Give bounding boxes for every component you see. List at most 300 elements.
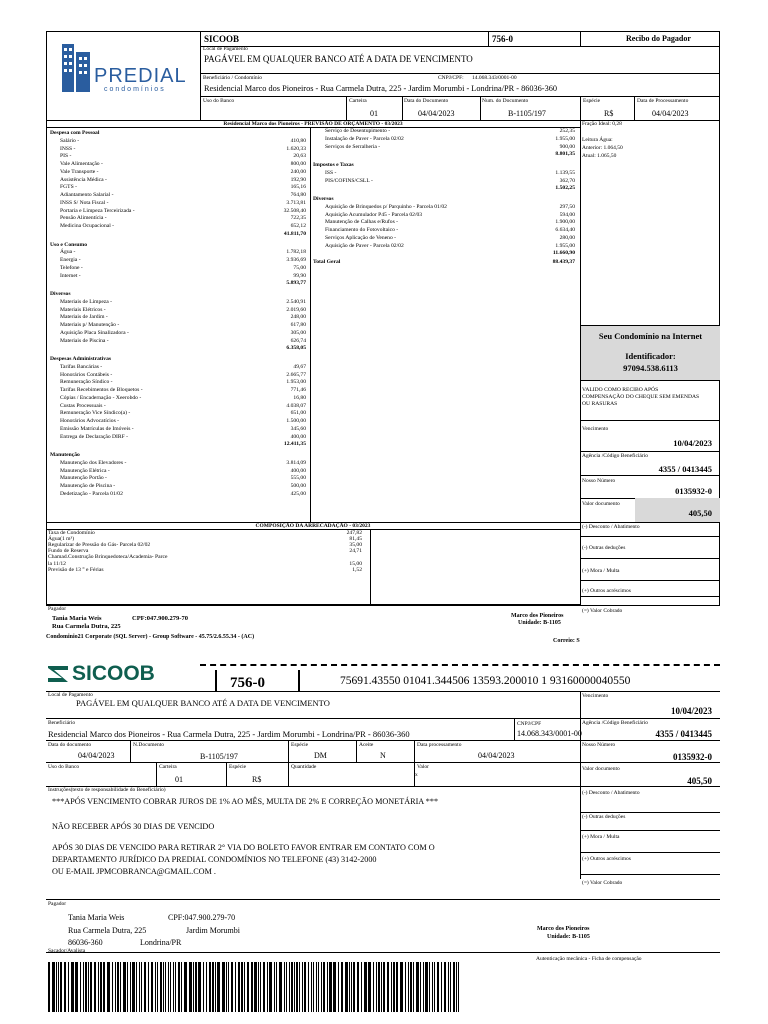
- budget-item-label: Água -: [60, 249, 76, 256]
- predial-logo: [60, 38, 200, 94]
- digitable-line[interactable]: 75691.43550 01041.344506 13593.200010 1 93160000040550: [340, 675, 631, 687]
- our-number-value: 0135932-0: [675, 486, 712, 496]
- barcode-bar: [444, 962, 446, 1012]
- budget-item-value: 20,63: [293, 153, 306, 160]
- barcode-bar: [291, 962, 293, 1012]
- barcode-bar: [173, 962, 174, 1012]
- barcode-bar: [231, 962, 233, 1012]
- software-footer: Condominio21 Corporate (SQL Server) - Group Software - 45.75/2.6.55.34 - (AC): [46, 634, 255, 640]
- barcode-bar: [80, 962, 81, 1012]
- barcode-bar: [68, 962, 69, 1012]
- water-current: Atual: 1.065,50: [582, 153, 617, 159]
- budget-item-label: FGTS -: [60, 184, 77, 191]
- barcode-bar: [198, 962, 201, 1012]
- budget-item-label: Dedetização - Parcela 01/02: [60, 490, 123, 497]
- budget-item-label: Tarifas Recebimentos de Bloquetos -: [60, 387, 143, 393]
- slip-doc-value-label: Valor documento: [582, 766, 620, 772]
- cnpj-value: 14.068.343/0001-00: [472, 75, 517, 81]
- composition-value: 35,00: [349, 542, 362, 549]
- slip-species-label: Espécie: [229, 764, 247, 770]
- barcode-bar: [157, 962, 158, 1012]
- slip-charged-label: (=) Valor Cobrado: [582, 880, 623, 886]
- budget-item-value: 400,00: [290, 433, 306, 440]
- budget-item-value: 555,00: [290, 475, 306, 482]
- budget-item-label: Materiais Elétricos -: [60, 306, 106, 313]
- barcode-bar: [155, 962, 156, 1012]
- water-previous: Anterior: 1.064,50: [582, 145, 623, 151]
- budget-item-label: Energia -: [60, 257, 81, 263]
- composition-header: COMPOSIÇÃO DA ARRECADAÇÃO - 03/2023: [255, 523, 371, 529]
- slip-accept: N: [380, 751, 386, 760]
- slip-beneficiary-label: Beneficiário: [48, 720, 76, 726]
- budget-item-label: Vale Transporte -: [60, 168, 99, 175]
- composition-label: Taxa de Condomínio: [48, 530, 95, 536]
- other-additions-label: (+) Outros acréscimos: [582, 588, 631, 594]
- budget-item-value: 3.713,81: [286, 199, 306, 206]
- barcode-bar: [75, 962, 78, 1012]
- slip-doc-value: 405,50: [687, 776, 712, 786]
- barcode-bar: [286, 962, 287, 1012]
- budget-section-heading: Despesa com Pessoal: [50, 130, 100, 136]
- barcode-bar: [251, 962, 253, 1012]
- barcode-bar: [313, 962, 314, 1012]
- composition-label: Fundo de Reserva: [48, 548, 89, 555]
- barcode-bar: [170, 962, 171, 1012]
- bank-name: SICOOB: [204, 34, 240, 44]
- due-value: 10/04/2023: [673, 438, 712, 448]
- payer-cpf: CPF:047.900.279-70: [132, 615, 188, 622]
- beneficiary-name: Residencial Marco dos Pioneiros - Rua Carmela Dutra, 225 - Jardim Morumbi - Londrina/PR - 86036-360: [204, 84, 558, 93]
- barcode-bar: [349, 962, 350, 1012]
- budget-section-heading: Impostos e Taxas: [313, 162, 354, 168]
- slip-payer-address: Rua Carmela Dutra, 225: [68, 926, 147, 935]
- budget-item-value: 1.139,55: [555, 169, 575, 176]
- budget-item-label: Honorários Advocatícios -: [60, 418, 120, 424]
- barcode-bar: [267, 962, 268, 1012]
- composition-value: 15,00: [349, 560, 362, 567]
- barcode-bar: [321, 962, 322, 1012]
- charged-label: (=) Valor Cobrado: [582, 608, 623, 614]
- budget-item-value: 2.540,91: [286, 298, 306, 305]
- identifier-value: 97094.538.6113: [623, 363, 678, 373]
- payer-unit: Unidade: B-1105: [518, 620, 561, 626]
- slip-payment-place: PAGÁVEL EM QUALQUER BANCO ATÉ A DATA DE VENCIMENTO: [76, 698, 330, 708]
- due-label: Vencimento: [582, 426, 609, 432]
- barcode-bar: [296, 962, 298, 1012]
- barcode-bar: [107, 962, 110, 1012]
- budget-item-value: 3.936,69: [286, 257, 306, 263]
- barcode-bar: [127, 962, 128, 1012]
- budget-item-label: Tarifas Bancárias -: [60, 363, 103, 370]
- budget-item-value: 800,00: [290, 161, 306, 167]
- budget-item-value: 626,74: [290, 337, 306, 344]
- budget-item-label: Pensão Alimentícia -: [60, 215, 107, 222]
- instruction-5: OU E-MAIL JPMCOBRANCA@GMAIL.COM .: [52, 867, 216, 876]
- logo-brand: PREDIAL: [94, 65, 187, 87]
- payer-label: Pagador: [48, 606, 67, 612]
- barcode-bar: [189, 962, 192, 1012]
- species-label: Espécie: [583, 98, 601, 104]
- barcode-bar: [441, 962, 442, 1012]
- barcode-bar: [228, 962, 229, 1012]
- cut-mark: Correio: S: [553, 638, 580, 644]
- bank-code: 756-0: [492, 34, 513, 44]
- our-number-label: Nosso Número: [582, 478, 616, 484]
- slip-doc-date-label: Data do documento: [48, 742, 92, 748]
- composition-value: 81,45: [349, 536, 362, 543]
- slip-species: R$: [252, 775, 262, 784]
- composition-label: la 11/12: [48, 560, 66, 567]
- budget-item-label: Remuneração Vice Síndico(a) -: [60, 410, 131, 417]
- budget-item-label: Remuneração Síndico -: [60, 379, 113, 386]
- slip-doc-number-label: N.Documento: [133, 742, 165, 748]
- budget-item-label: Serviço de Desentupimento -: [325, 128, 391, 134]
- barcode-bar: [329, 962, 332, 1012]
- doc-number-label: Num. do Documento: [482, 98, 529, 104]
- slip-unit: Unidade: B-1105: [547, 934, 590, 940]
- barcode-bar: [52, 962, 55, 1012]
- agency-label: Agência /Código Beneficiário: [582, 453, 648, 459]
- barcode-bar: [351, 962, 352, 1012]
- internet-title: Seu Condomínio na Internet: [598, 331, 703, 341]
- budget-item-value: 400,00: [290, 467, 306, 474]
- barcode-bar: [361, 962, 362, 1012]
- budget-item-value: 3.814,09: [286, 459, 306, 466]
- payment-place: PAGÁVEL EM QUALQUER BANCO ATÉ A DATA DE VENCIMENTO: [204, 54, 473, 64]
- budget-item-value: 2.019,60: [286, 306, 306, 313]
- budget-item-value: 1.955,00: [555, 135, 575, 142]
- composition-value: 247,82: [346, 530, 362, 536]
- barcode-bar: [450, 962, 451, 1012]
- budget-item-label: Telefone -: [60, 264, 83, 271]
- budget-item-label: Honorários Contábeis -: [60, 371, 113, 378]
- beneficiary-label: Beneficiário / Condomínio: [203, 75, 262, 81]
- slip-payer-cpf: CPF:047.900.279-70: [168, 913, 236, 922]
- budget-item-value: 617,80: [290, 322, 306, 328]
- budget-item-value: 165,16: [290, 184, 306, 191]
- budget-item-value: 252,35: [559, 128, 575, 134]
- composition-label: Água(1 m³): [48, 536, 75, 543]
- total-general-label: Total Geral: [313, 259, 341, 265]
- budget-item-value: 16,80: [293, 394, 306, 401]
- budget-header: Residencial Marco dos Pioneiros - PREVISÃO DE ORÇAMENTO - 03/2023: [223, 121, 403, 127]
- barcode-bar: [209, 962, 211, 1012]
- barcode-bar: [144, 962, 146, 1012]
- budget-item-label: Aquisição de Paver - Parcela 02/02: [325, 242, 404, 249]
- barcode-bar: [429, 962, 430, 1012]
- slip-due-label: Vencimento: [582, 693, 609, 699]
- barcode-bar: [85, 962, 87, 1012]
- barcode-bar: [437, 962, 439, 1012]
- budget-item-value: 410,80: [290, 137, 306, 144]
- budget-item-label: PIS/COFINS/CSLL -: [325, 177, 373, 184]
- budget-item-value: 362,70: [559, 177, 575, 184]
- barcode-bar: [247, 962, 249, 1012]
- barcode-bar: [311, 962, 312, 1012]
- barcode-bar: [368, 962, 371, 1012]
- budget-item-value: 771,46: [290, 387, 306, 393]
- barcode-bar: [195, 962, 197, 1012]
- slip-doc-number: B-1105/197: [200, 752, 238, 761]
- budget-item-label: Aquisição Placa Sinalizadora -: [60, 329, 129, 336]
- budget-item-value: 1.620,33: [286, 145, 306, 152]
- budget-item-label: Medicina Ocupacional -: [60, 223, 115, 229]
- budget-subtotal: 12.411,35: [283, 441, 306, 448]
- barcode-bar: [408, 962, 409, 1012]
- barcode-bar: [302, 962, 303, 1012]
- barcode-bar: [434, 962, 435, 1012]
- barcode-bar: [56, 962, 57, 1012]
- barcode-bar: [241, 962, 243, 1012]
- budget-item-label: Portaria e Limpeza Terceirizada -: [60, 207, 135, 214]
- barcode-bar: [448, 962, 449, 1012]
- barcode-bar: [123, 962, 126, 1012]
- budget-item-label: Manutenção Elétrica -: [60, 467, 110, 474]
- barcode-bar: [148, 962, 149, 1012]
- slip-quantity-label: Quantidade: [291, 764, 317, 770]
- discount-label: (-) Desconto / Abatimento: [582, 524, 640, 530]
- instruction-2: NÃO RECEBER APÓS 30 DIAS DE VENCIDO: [52, 822, 215, 831]
- barcode-bar: [357, 962, 359, 1012]
- budget-item-label: Manutenção de Calhas e/Rufos -: [325, 219, 399, 226]
- slip-processing: 04/04/2023: [478, 751, 515, 760]
- budget-item-value: 651,00: [290, 410, 306, 417]
- budget-item-label: Custas Processuais -: [60, 402, 106, 409]
- slip-processing-label: Data processamento: [417, 742, 462, 748]
- barcode-bar: [378, 962, 380, 1012]
- slip-portfolio-label: Carteira: [159, 764, 177, 770]
- barcode-bar: [64, 962, 66, 1012]
- barcode-bar: [323, 962, 325, 1012]
- mechanical-auth: Autenticação mecânica - Ficha de compensação: [536, 956, 642, 962]
- barcode-bar: [98, 962, 99, 1012]
- slip-doc-date: 04/04/2023: [78, 751, 115, 760]
- barcode-bar: [338, 962, 339, 1012]
- barcode-bar: [181, 962, 182, 1012]
- slip-payer-city: Londrina/PR: [140, 938, 182, 947]
- slip-species-doc-label: Espécie: [291, 742, 309, 748]
- barcode-bar: [341, 962, 343, 1012]
- budget-item-label: Internet -: [60, 272, 81, 279]
- barcode-bar: [215, 962, 216, 1012]
- cut-line: [200, 664, 720, 666]
- other-deductions-label: (-) Outras deduções: [582, 545, 626, 551]
- slip-payer-district: Jardim Morumbi: [186, 926, 240, 935]
- barcode-bar: [345, 962, 348, 1012]
- barcode-bar: [193, 962, 194, 1012]
- budget-item-label: Materiais de Piscina -: [60, 337, 109, 344]
- barcode-bar: [48, 962, 50, 1012]
- slip-bank-code: 756-0: [230, 675, 265, 691]
- budget-item-value: 594,00: [559, 211, 575, 218]
- budget-item-value: 32.508,40: [283, 207, 306, 214]
- barcode-bar: [115, 962, 116, 1012]
- slip-other-deductions-label: (-) Outras deduções: [582, 814, 626, 820]
- barcode-bar: [308, 962, 309, 1012]
- budget-item-value: 305,00: [290, 329, 306, 336]
- budget-item-label: Materiais de Limpeza -: [60, 298, 113, 305]
- barcode-bar: [279, 962, 282, 1012]
- barcode-bar: [238, 962, 240, 1012]
- barcode-bar: [400, 962, 403, 1012]
- barcode-bar: [318, 962, 319, 1012]
- barcode-bar: [151, 962, 153, 1012]
- cnpj-label: CNPJ/CPF:: [438, 75, 464, 81]
- water-reading-label: Leitura Água:: [582, 137, 613, 143]
- slip-interest-label: (+) Mora / Multa: [582, 834, 620, 840]
- barcode-bar: [163, 962, 164, 1012]
- budget-item-label: INSS -: [60, 145, 76, 152]
- sicoob-symbol-icon: [46, 662, 70, 686]
- barcode-bar: [90, 962, 92, 1012]
- slip-payment-place-label: Local de Pagamento: [48, 692, 93, 698]
- budget-item-value: 425,00: [290, 490, 306, 497]
- doc-number-value: B-1105/197: [508, 109, 546, 118]
- composition-label: Previsão de 13 ° e Férias: [48, 566, 104, 573]
- ideal-fraction: Fração Ideal: 0,28: [582, 121, 622, 127]
- budget-item-value: 722,35: [290, 215, 306, 222]
- barcode-bar: [381, 962, 382, 1012]
- payer-name: Tania Maria Weis: [52, 615, 102, 622]
- barcode-bar: [458, 962, 459, 1012]
- budget-item-label: Serviços de Serralheria -: [325, 143, 381, 150]
- slip-payer-label: Pagador: [48, 901, 67, 907]
- barcode-bar: [420, 962, 421, 1012]
- portfolio-value: 01: [370, 109, 378, 118]
- slip-our-number: 0135932-0: [673, 752, 712, 762]
- budget-section-heading: Uso e Consumo: [50, 241, 87, 248]
- bank-use-label: Uso do Banco: [203, 98, 235, 104]
- budget-item-label: Manutenção de Piscina -: [60, 483, 116, 489]
- barcode-bar: [391, 962, 392, 1012]
- sicoob-logo: [46, 660, 206, 690]
- barcode-bar: [235, 962, 236, 1012]
- barcode-bar: [294, 962, 295, 1012]
- budget-subtotal: 5.893,77: [286, 280, 306, 287]
- barcode-bar: [387, 962, 389, 1012]
- barcode-bar: [175, 962, 176, 1012]
- barcode-bar: [254, 962, 257, 1012]
- budget-item-value: 764,80: [290, 192, 306, 198]
- budget-item-label: Instalação de Paver - Parcela 02/02: [325, 135, 404, 142]
- barcode-bar: [206, 962, 207, 1012]
- budget-item-value: 900,00: [559, 143, 575, 150]
- doc-date-value: 04/04/2023: [418, 109, 455, 118]
- barcode-bar: [217, 962, 220, 1012]
- sicoob-logo-text: SICOOB: [72, 662, 155, 685]
- budget-item-label: Emissão Matrículas de Imóveis -: [60, 425, 134, 432]
- barcode-bar: [103, 962, 105, 1012]
- barcode-bar: [333, 962, 336, 1012]
- payer-condo: Marco dos Pioneiros: [511, 613, 564, 619]
- barcode-bar: [117, 962, 119, 1012]
- instruction-3: APÓS 30 DIAS DE VENCIDO PARA RETIRAR 2° VIA DO BOLETO FAVOR ENTRAR EM CONTATO COM O: [52, 843, 435, 852]
- portfolio-label: Carteira: [349, 98, 367, 104]
- budget-item-label: INSS S/ Nota Fiscal -: [60, 199, 109, 206]
- budget-item-label: Serviços Aplicação de Veneno -: [325, 234, 397, 241]
- budget-section-heading: Despesas Administrativas: [50, 356, 112, 362]
- payment-place-label: Local de Pagamento: [203, 46, 248, 52]
- budget-item-value: 2.665,77: [286, 371, 306, 378]
- total-general-value: 88.439,37: [552, 259, 575, 265]
- budget-item-value: 75,00: [293, 264, 306, 271]
- composition-value: 1,52: [352, 566, 362, 573]
- budget-item-value: 652,12: [290, 223, 306, 229]
- instructions-label: Instruções(texto de responsabilidade do Beneficiário): [48, 787, 166, 793]
- slip-discount-label: (-) Desconto / Abatimento: [582, 790, 640, 796]
- barcode-bar: [423, 962, 424, 1012]
- barcode-bar: [263, 962, 265, 1012]
- barcode: [48, 962, 463, 1012]
- budget-item-value: 1.900,00: [555, 219, 575, 226]
- budget-item-label: Manutenção Portão -: [60, 475, 107, 482]
- barcode-bar: [274, 962, 275, 1012]
- barcode-bar: [284, 962, 285, 1012]
- logo-sub: condomínios: [104, 86, 166, 93]
- budget-item-value: 1.953,00: [286, 379, 306, 386]
- barcode-bar: [94, 962, 96, 1012]
- barcode-bar: [353, 962, 355, 1012]
- barcode-bar: [432, 962, 433, 1012]
- barcode-bar: [453, 962, 455, 1012]
- composition-value: 24,71: [349, 548, 362, 555]
- barcode-bar: [222, 962, 225, 1012]
- budget-item-label: ISS -: [325, 169, 337, 176]
- doc-value: 405,50: [688, 508, 712, 518]
- budget-section-heading: Diversos: [50, 291, 71, 297]
- instruction-4: DEPARTAMENTO JURÍDICO DA PREDIAL CONDOMÍNIOS NO TELEFONE (43) 3142-2000: [52, 855, 377, 864]
- barcode-bar: [60, 962, 62, 1012]
- agency-value: 4355 / 0413445: [658, 464, 712, 474]
- budget-subtotal: 6.358,05: [286, 345, 306, 352]
- slip-agency: 4355 / 0413445: [655, 729, 712, 739]
- identifier-label: Identificador:: [625, 351, 676, 361]
- barcode-bar: [226, 962, 227, 1012]
- slip-bank-use-label: Uso do Banco: [48, 764, 80, 770]
- barcode-bar: [304, 962, 306, 1012]
- barcode-bar: [410, 962, 412, 1012]
- barcode-bar: [100, 962, 102, 1012]
- processing-date-value: 04/04/2023: [652, 109, 689, 118]
- barcode-bar: [165, 962, 166, 1012]
- slip-cnpj-label: CNPJ/CPF: [517, 721, 542, 727]
- barcode-bar: [425, 962, 428, 1012]
- barcode-bar: [212, 962, 214, 1012]
- budget-item-label: Materiais p/ Manutenção -: [60, 322, 120, 328]
- budget-item-value: 345,60: [290, 425, 306, 432]
- slip-beneficiary: Residencial Marco dos Pioneiros - Rua Carmela Dutra, 225 - Jardim Morumbi - Londrina/PR - 86036-360: [48, 729, 410, 739]
- budget-item-value: 1.500,00: [286, 418, 306, 424]
- barcode-bar: [373, 962, 374, 1012]
- budget-item-label: Cópias / Encadernação - Xeerobdo -: [60, 394, 142, 401]
- budget-subtotal: 41.811,70: [283, 230, 306, 237]
- interest-label: (+) Mora / Multa: [582, 568, 620, 574]
- slip-other-additions-label: (+) Outros acréscimos: [582, 856, 631, 862]
- barcode-bar: [396, 962, 398, 1012]
- receipt-notice: VALIDO COMO RECIBO APÓS COMPENSAÇÃO DO CHEQUE SEM EMENDAS OU RASURAS: [582, 387, 700, 407]
- barcode-bar: [276, 962, 277, 1012]
- barcode-bar: [160, 962, 162, 1012]
- budget-item-label: Adiantamento Salarial -: [60, 192, 114, 198]
- barcode-bar: [132, 962, 135, 1012]
- barcode-bar: [299, 962, 300, 1012]
- barcode-bar: [88, 962, 89, 1012]
- barcode-bar: [456, 962, 457, 1012]
- budget-item-value: 280,00: [559, 234, 575, 241]
- budget-subtotal: 1.502,25: [555, 185, 575, 192]
- budget-item-label: Materiais de Jardim -: [60, 314, 108, 321]
- slip-our-number-label: Nosso Número: [582, 742, 616, 748]
